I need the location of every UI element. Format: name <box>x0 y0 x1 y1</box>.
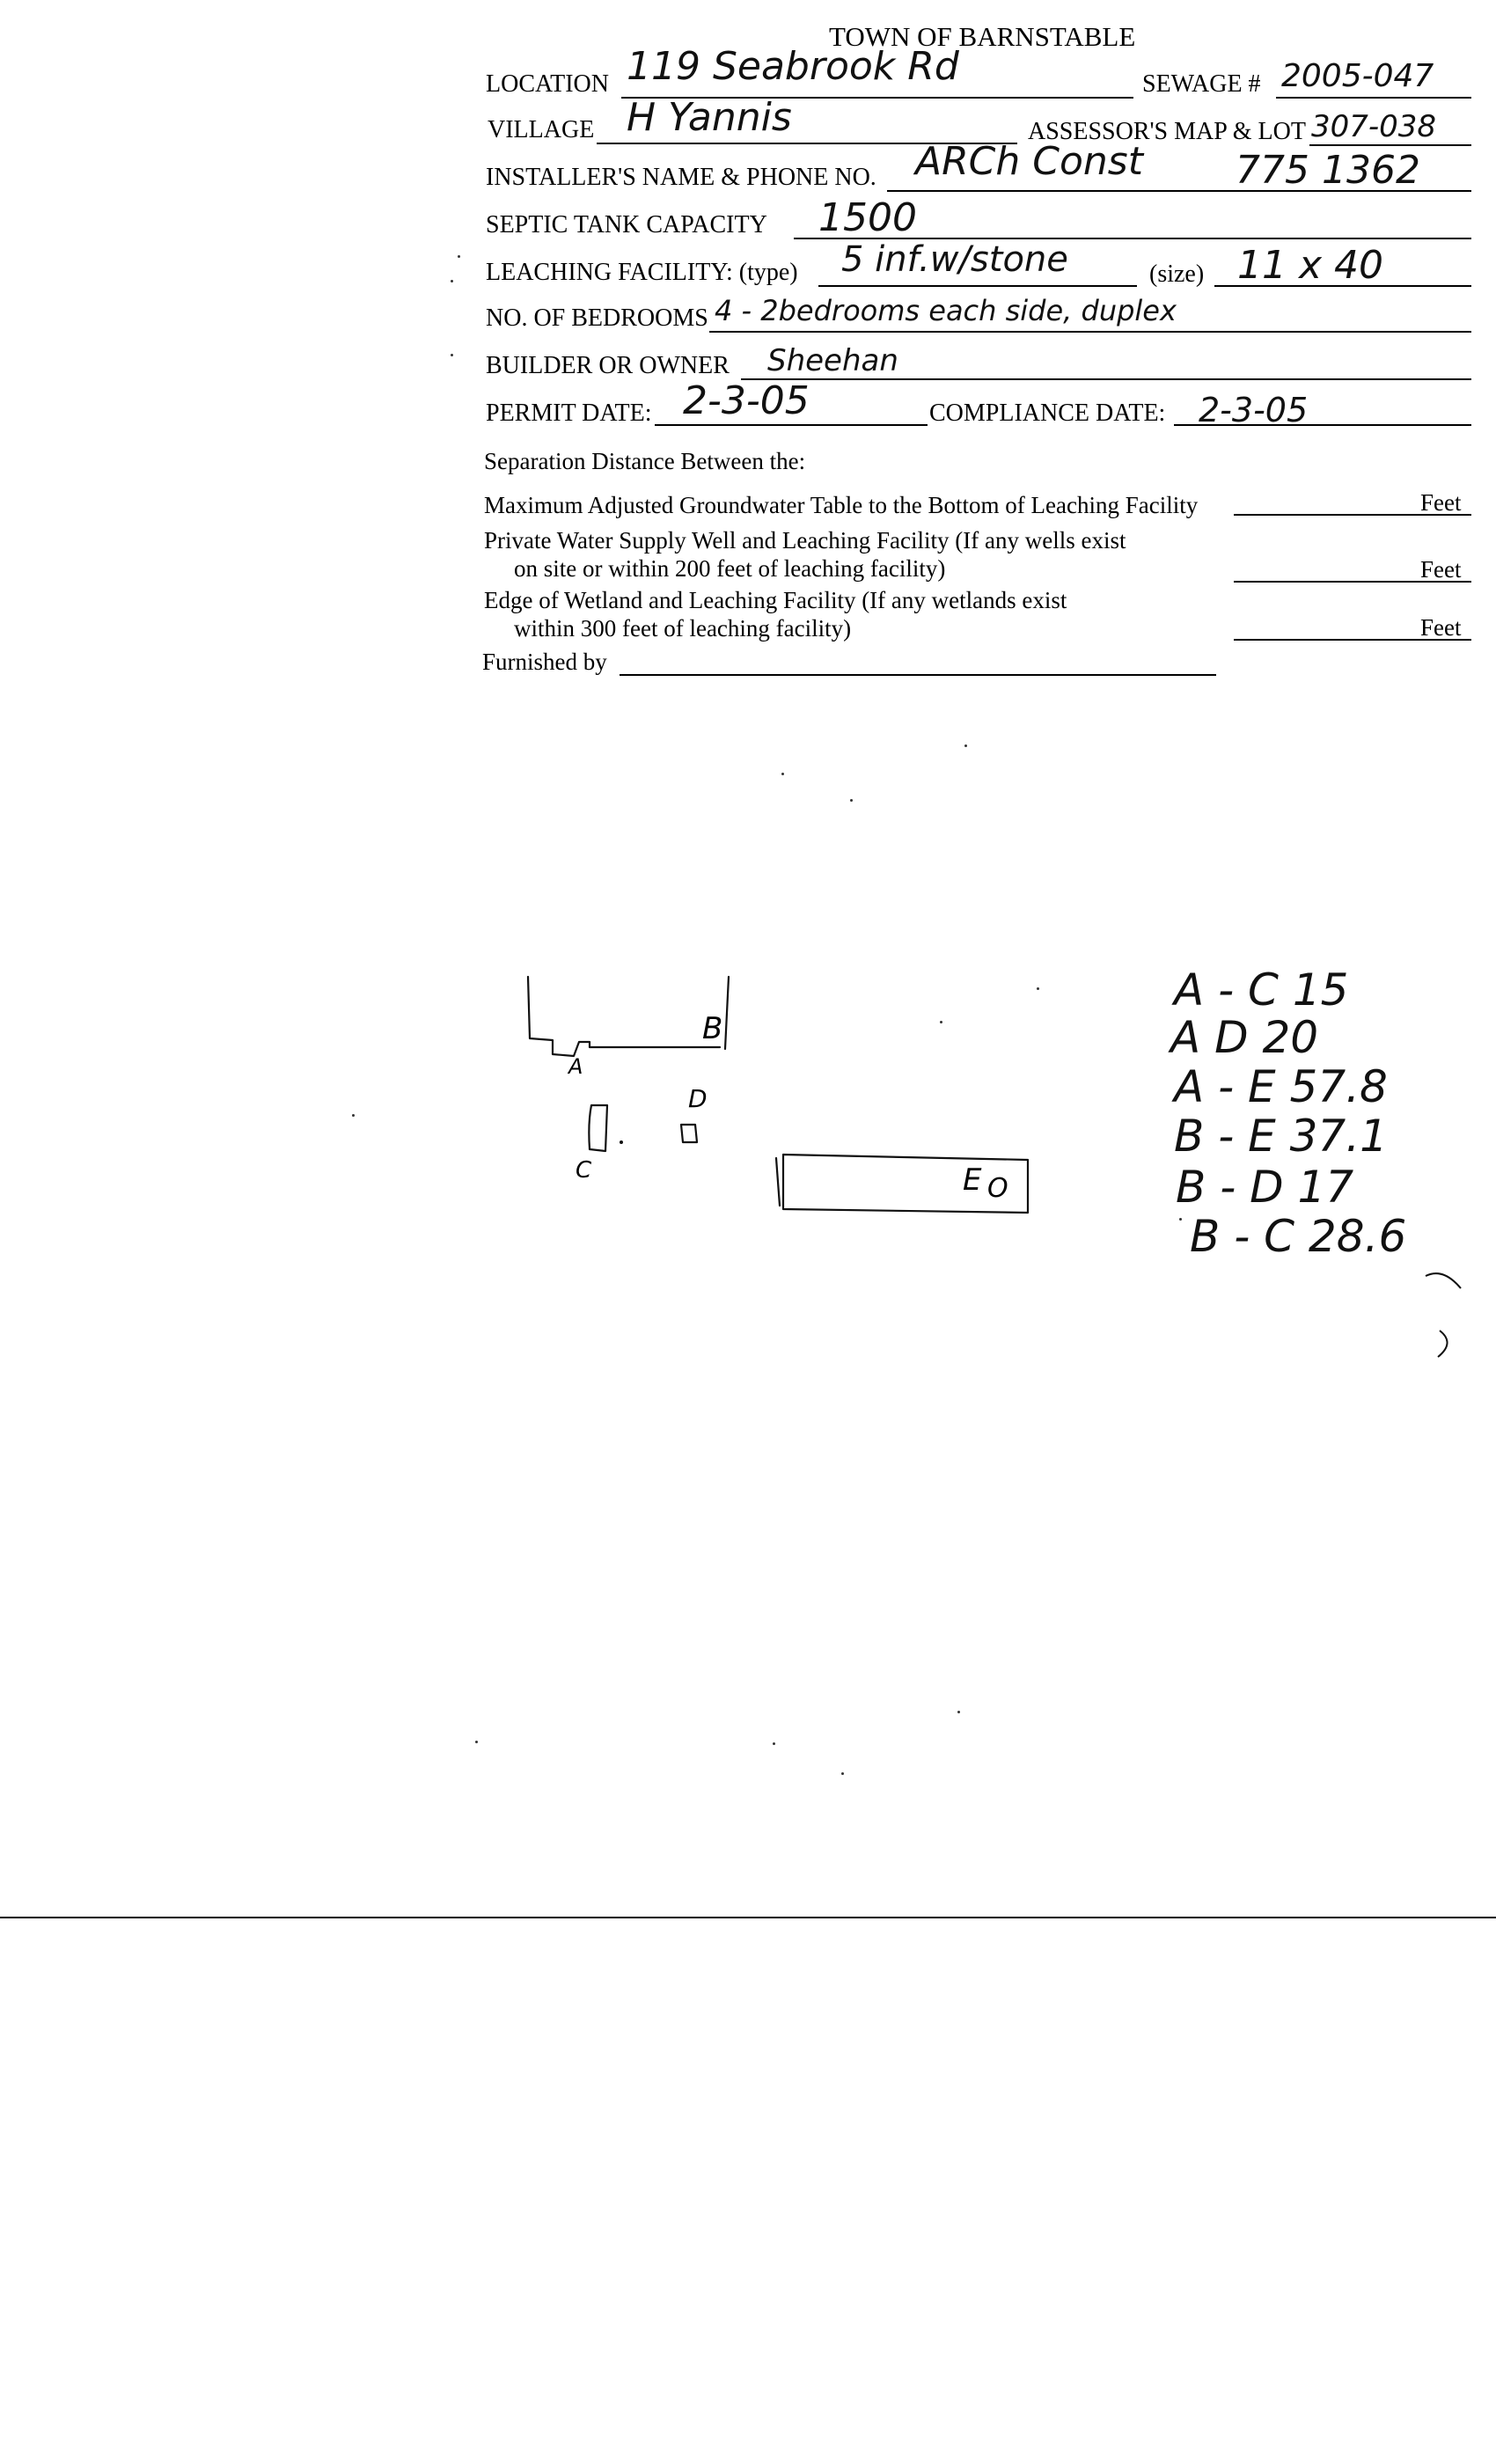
separation-wetland-line2: within 300 feet of leaching facility) <box>514 615 852 642</box>
assessor-label: ASSESSOR'S MAP & LOT <box>1028 118 1306 145</box>
septic-value: 1500 <box>818 195 917 240</box>
well-feet-unit: Feet <box>1420 556 1462 583</box>
village-label: VILLAGE <box>488 116 595 143</box>
assessor-line <box>1309 144 1471 146</box>
scan-speck <box>352 1114 355 1117</box>
installer-name: ARCh Const <box>915 139 1143 184</box>
sewage-label: SEWAGE # <box>1142 70 1261 98</box>
measurement-note: A D 20 <box>1170 1012 1319 1063</box>
permit-value: 2-3-05 <box>683 378 810 423</box>
location-value: 119 Seabrook Rd <box>627 44 959 89</box>
installer-label: INSTALLER'S NAME & PHONE NO. <box>486 164 876 191</box>
scan-speck <box>964 744 967 747</box>
sketch-dot <box>620 1140 623 1144</box>
margin-mark <box>451 354 453 356</box>
scan-speck <box>841 1772 844 1775</box>
scan-speck <box>957 1711 960 1713</box>
separation-wetland-line1: Edge of Wetland and Leaching Facility (If any wetlands exist <box>484 587 1067 613</box>
installer-phone: 775 1362 <box>1236 148 1420 193</box>
compliance-label: COMPLIANCE DATE: <box>929 400 1166 427</box>
leaching-label: LEACHING FACILITY: (type) <box>486 259 798 286</box>
sewage-value: 2005-047 <box>1281 58 1434 94</box>
location-label: LOCATION <box>486 70 609 98</box>
builder-line <box>741 378 1471 380</box>
point-b-label: B <box>702 1011 723 1046</box>
form-title: TOWN OF BARNSTABLE <box>829 21 1136 52</box>
page-bottom-rule <box>0 1917 1496 1918</box>
wetland-feet-unit: Feet <box>1420 614 1462 641</box>
measurement-note: B - D 17 <box>1176 1162 1354 1213</box>
measurement-note: B - E 37.1 <box>1174 1111 1388 1162</box>
separation-groundwater: Maximum Adjusted Groundwater Table to the Bottom of Leaching Facility <box>484 492 1199 518</box>
measurement-note: A - E 57.8 <box>1174 1061 1388 1112</box>
permit-line <box>655 424 928 426</box>
site-sketch <box>493 950 1056 1232</box>
size-value: 11 x 40 <box>1237 243 1383 288</box>
point-a-label: A <box>568 1054 583 1079</box>
measurement-note: B - C 28.6 <box>1190 1211 1407 1262</box>
leaching-type-value: 5 inf.w/stone <box>841 239 1068 280</box>
bedrooms-label: NO. OF BEDROOMS <box>486 304 708 332</box>
point-e-label: E <box>963 1162 982 1198</box>
separation-well-line2: on site or within 200 feet of leaching facility) <box>514 555 946 582</box>
margin-mark <box>458 255 460 258</box>
assessor-value: 307-038 <box>1311 109 1437 144</box>
furnished-label: Furnished by <box>482 649 607 675</box>
scan-speck <box>773 1742 775 1745</box>
separation-heading: Separation Distance Between the: <box>484 448 806 474</box>
tank-d-shape <box>681 1125 697 1142</box>
point-o-label: O <box>987 1173 1008 1204</box>
leaching-type-line <box>818 285 1137 287</box>
bedrooms-line <box>709 331 1471 333</box>
compliance-value: 2-3-05 <box>1199 391 1309 429</box>
scan-speck <box>475 1741 478 1743</box>
groundwater-feet-unit: Feet <box>1420 489 1462 516</box>
septic-label: SEPTIC TANK CAPACITY <box>486 211 767 238</box>
house-right-wall <box>725 977 729 1049</box>
point-c-label: C <box>576 1157 592 1184</box>
house-outline <box>528 977 723 1056</box>
point-d-label: D <box>688 1084 708 1113</box>
scan-speck <box>1179 1218 1182 1221</box>
builder-value: Sheehan <box>767 343 898 378</box>
scan-speck <box>781 773 784 775</box>
builder-label: BUILDER OR OWNER <box>486 352 730 379</box>
village-value: H Yannis <box>627 95 792 140</box>
separation-well-line1: Private Water Supply Well and Leaching Facility (If any wells exist <box>484 527 1126 554</box>
margin-bracket-marks <box>1417 1258 1470 1364</box>
size-label: (size) <box>1149 260 1205 288</box>
bedrooms-value: 4 - 2bedrooms each side, duplex <box>715 294 1177 327</box>
permit-label: PERMIT DATE: <box>486 400 652 427</box>
measurement-note: A - C 15 <box>1174 964 1349 1016</box>
leaching-field-edge <box>776 1158 780 1206</box>
furnished-line <box>620 674 1216 676</box>
tank-c-shape <box>589 1105 607 1151</box>
margin-mark <box>451 280 453 282</box>
scan-speck <box>850 799 853 802</box>
sewage-line <box>1276 97 1471 99</box>
